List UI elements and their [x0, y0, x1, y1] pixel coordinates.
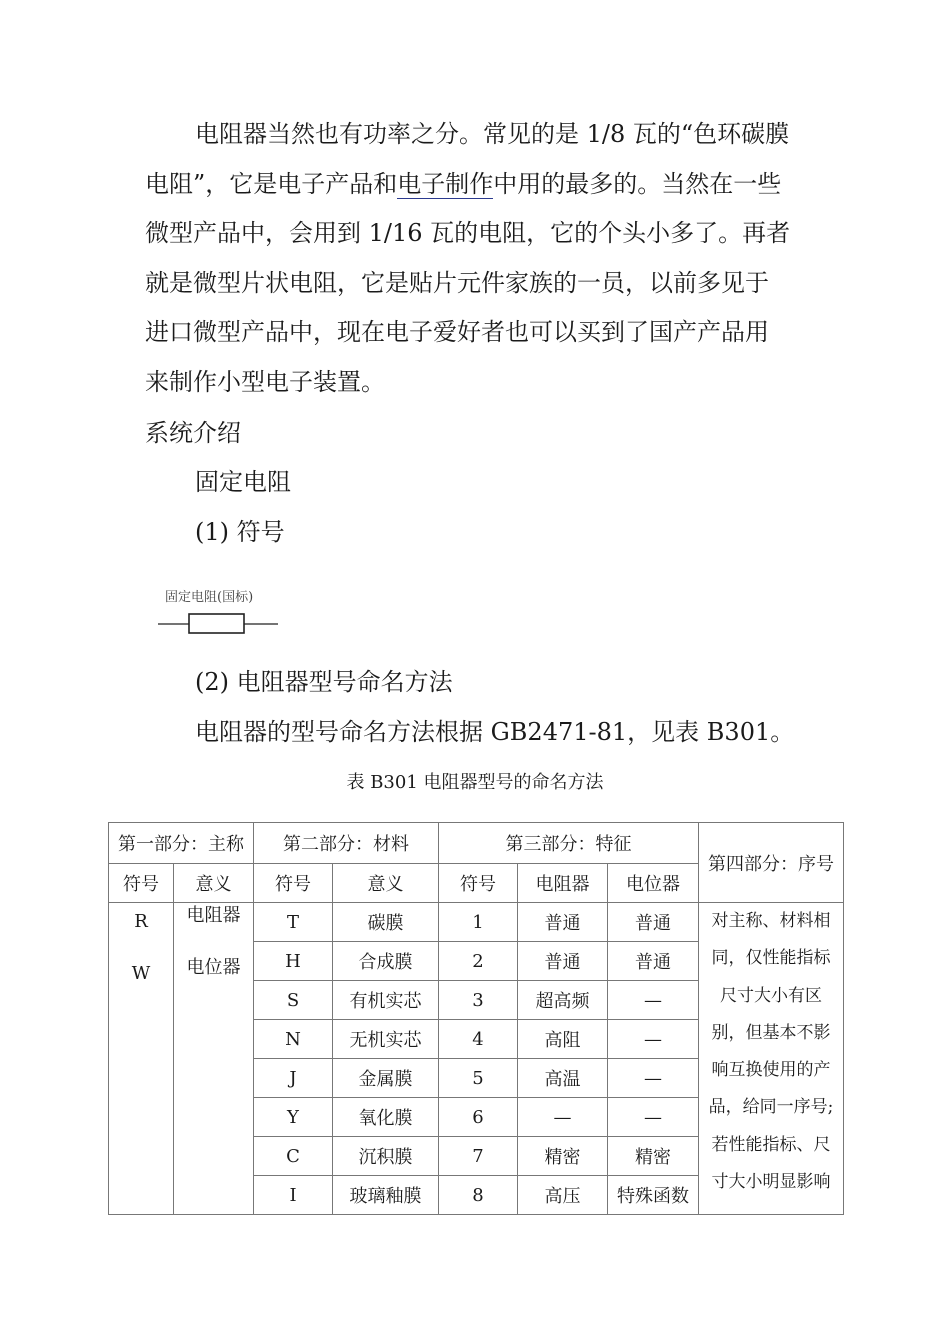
paragraph-line: 电阻器当然也有功率之分。常见的是 1/8 瓦的“色环碳膜 — [195, 120, 790, 148]
feature-resistor: — — [518, 1098, 608, 1137]
material-symbol: T — [254, 903, 333, 942]
naming-heading: (2) 电阻器型号命名方法 — [195, 668, 453, 696]
part4-header: 第四部分：序号 — [699, 823, 844, 903]
material-symbol: J — [254, 1059, 333, 1098]
feature-symbol: 1 — [439, 903, 518, 942]
note-line: 品，给同一序号; — [708, 1097, 834, 1118]
note-line: 对主称、材料相 — [711, 911, 831, 931]
table-row — [109, 903, 844, 942]
material-symbol: Y — [254, 1098, 333, 1137]
serial-number-note — [699, 903, 844, 1215]
intro-paragraph — [145, 110, 825, 407]
main-symbol-cell — [109, 903, 174, 1215]
symbol-heading: (1) 符号 — [195, 518, 285, 546]
material-symbol: S — [254, 981, 333, 1020]
feature-resistor: 普通 — [518, 903, 608, 942]
paragraph-line: 微型产品中，会用到 1/16 瓦的电阻，它的个头小多了。再者 — [145, 219, 791, 247]
paragraph-line: 电阻”，它是电子产品和电子制作中用的最多的。当然在一些 — [145, 169, 782, 198]
paragraph-line: 就是微型片状电阻，它是贴片元件家族的一员，以前多见于 — [145, 268, 769, 297]
feature-resistor: 高压 — [518, 1176, 608, 1215]
feature-potentiometer: — — [608, 1020, 699, 1059]
feature-potentiometer: 精密 — [608, 1137, 699, 1176]
feature-resistor: 普通 — [518, 942, 608, 981]
fixed-resistor-symbol — [158, 611, 278, 637]
main-meaning: 电阻器 — [186, 905, 241, 926]
material-symbol: N — [254, 1020, 333, 1059]
part3-header: 第三部分：特征 — [439, 823, 699, 864]
section-title: 系统介绍 — [145, 419, 241, 447]
main-symbol: W — [131, 963, 151, 984]
feature-symbol: 6 — [439, 1098, 518, 1137]
col-symbol: 符号 — [254, 864, 333, 903]
feature-potentiometer: — — [608, 1098, 699, 1137]
material-meaning: 金属膜 — [333, 1059, 439, 1098]
feature-symbol: 2 — [439, 942, 518, 981]
resistor-naming-table — [108, 822, 844, 1215]
col-potentiometer: 电位器 — [608, 864, 699, 903]
material-meaning: 碳膜 — [333, 903, 439, 942]
feature-resistor: 高温 — [518, 1059, 608, 1098]
figure-label: 固定电阻(国标) — [165, 590, 254, 605]
note-line: 同，仅性能指标 — [711, 948, 831, 969]
material-symbol: I — [254, 1176, 333, 1215]
feature-potentiometer: 特殊函数 — [608, 1176, 699, 1215]
col-meaning: 意义 — [333, 864, 439, 903]
material-meaning: 沉积膜 — [333, 1137, 439, 1176]
electronics-making-link[interactable]: 电子制作 — [397, 169, 494, 198]
main-meaning: 电位器 — [186, 957, 241, 978]
part1-header: 第一部分：主称 — [109, 823, 254, 864]
material-meaning: 有机实芯 — [333, 981, 439, 1020]
note-line: 别，但基本不影 — [711, 1022, 831, 1043]
note-line: 尺寸大小有区 — [720, 985, 822, 1006]
material-symbol: H — [254, 942, 333, 981]
feature-resistor: 高阻 — [518, 1020, 608, 1059]
feature-potentiometer: — — [608, 981, 699, 1020]
material-symbol: C — [254, 1137, 333, 1176]
naming-text: 电阻器的型号命名方法根据 GB2471-81，见表 B301。 — [195, 718, 795, 746]
feature-potentiometer: 普通 — [608, 942, 699, 981]
feature-resistor: 精密 — [518, 1137, 608, 1176]
feature-symbol: 3 — [439, 981, 518, 1020]
feature-symbol: 4 — [439, 1020, 518, 1059]
note-line: 寸大小明显影响 — [711, 1172, 831, 1193]
main-meaning-cell — [174, 903, 254, 1215]
subsection-title: 固定电阻 — [195, 468, 291, 496]
col-meaning: 意义 — [174, 864, 254, 903]
material-meaning: 玻璃釉膜 — [333, 1176, 439, 1215]
material-meaning: 合成膜 — [333, 942, 439, 981]
table-caption: 表 B301 电阻器型号的命名方法 — [346, 772, 604, 793]
material-meaning: 无机实芯 — [333, 1020, 439, 1059]
col-symbol: 符号 — [109, 864, 174, 903]
part2-header: 第二部分：材料 — [254, 823, 439, 864]
feature-symbol: 8 — [439, 1176, 518, 1215]
paragraph-line: 进口微型产品中，现在电子爱好者也可以买到了国产产品用 — [145, 318, 769, 346]
feature-symbol: 5 — [439, 1059, 518, 1098]
feature-potentiometer: 普通 — [608, 903, 699, 942]
feature-resistor: 超高频 — [518, 981, 608, 1020]
paragraph-line: 来制作小型电子装置。 — [145, 367, 385, 396]
main-symbol: R — [134, 911, 148, 932]
note-line: 若性能指标、尺 — [711, 1134, 831, 1155]
note-line: 响互换使用的产 — [711, 1060, 831, 1081]
feature-potentiometer: — — [608, 1059, 699, 1098]
material-meaning: 氧化膜 — [333, 1098, 439, 1137]
feature-symbol: 7 — [439, 1137, 518, 1176]
col-symbol: 符号 — [439, 864, 518, 903]
col-resistor: 电阻器 — [518, 864, 608, 903]
